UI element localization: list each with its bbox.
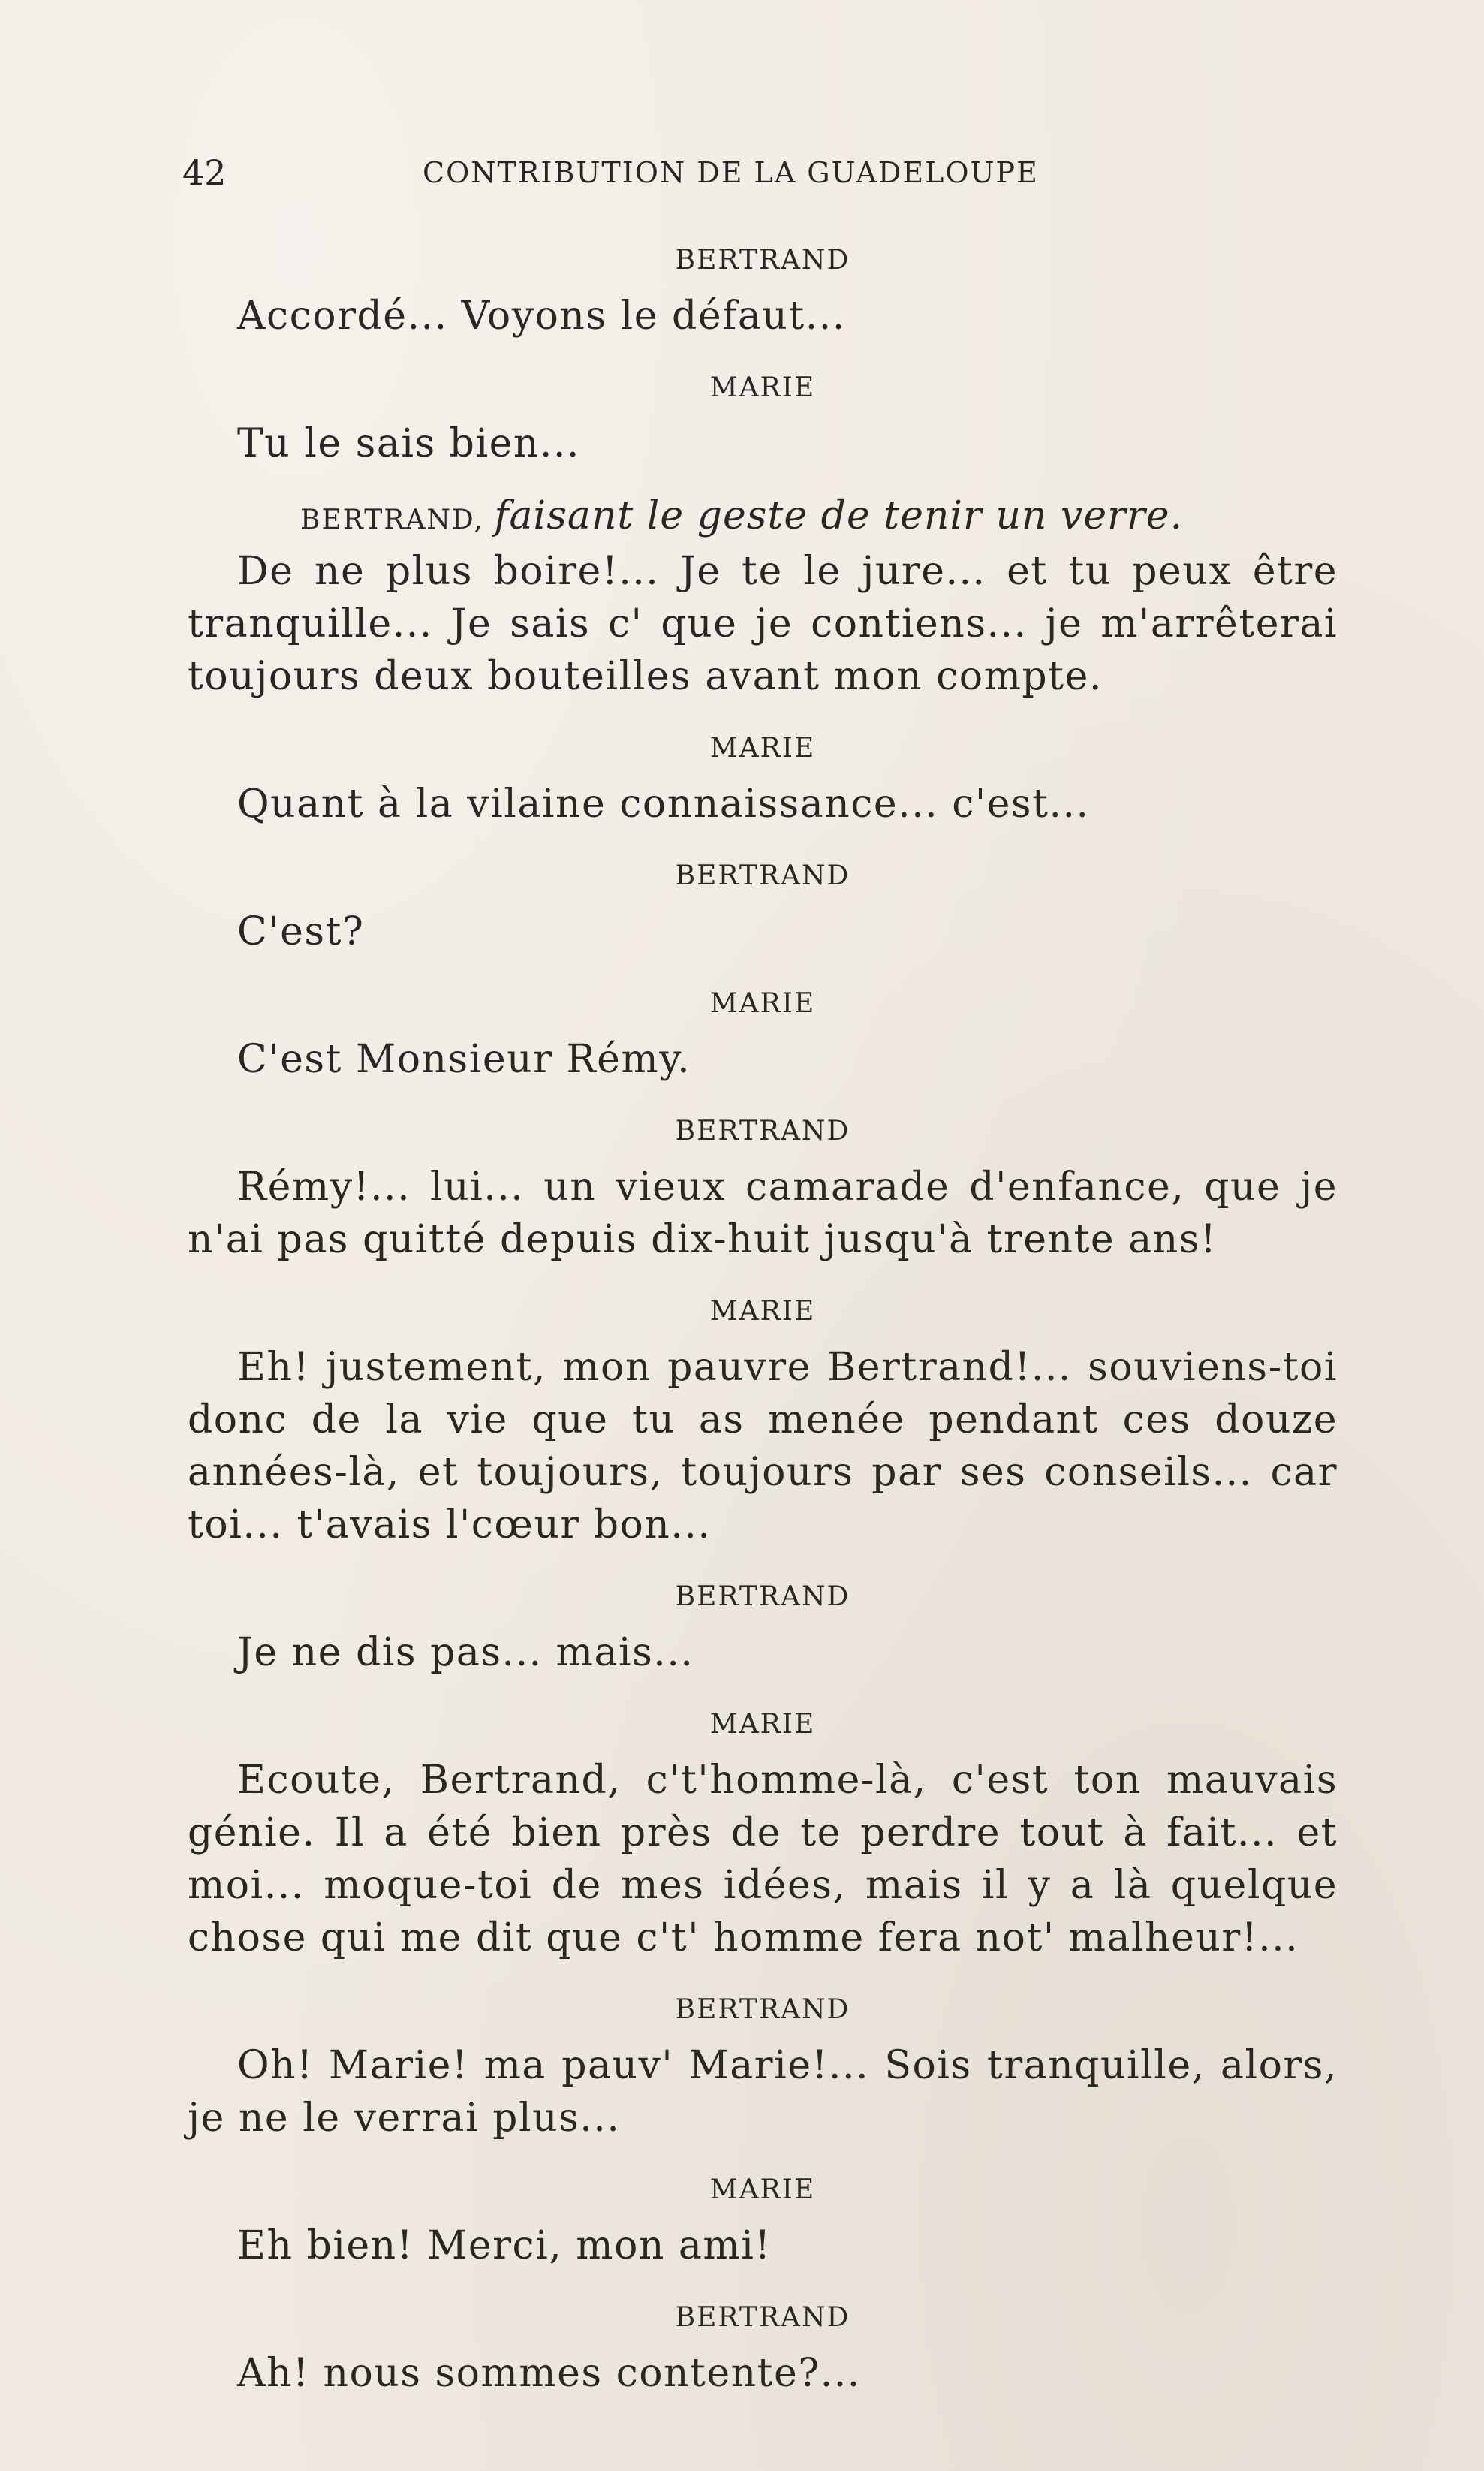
speaker-name: MARIE bbox=[709, 372, 816, 403]
speaker-name: MARIE bbox=[709, 988, 816, 1019]
speaker-name: BERTRAND bbox=[675, 1116, 850, 1147]
dialogue-line: C'est? bbox=[237, 909, 365, 954]
dialogue-block bbox=[188, 985, 1338, 1086]
dialogue-line: Ecoute, Bertrand, c't'homme-là, c'est ton mauvais génie. Il a été bien près de te perdre tout à fait... et moi... moque-toi de mes idées, mais il y a là quelque chose qui me dit que c't' homme fera not' malheur!... bbox=[188, 1758, 1338, 1960]
speaker-name: BERTRAND bbox=[675, 860, 850, 891]
dialogue-block bbox=[188, 2299, 1338, 2400]
dialogue-line: De ne plus boire!... Je te le jure... et tu peux être tranquille... Je sais c' que je contiens... je m'arrêterai toujours deux bouteilles avant mon compte. bbox=[188, 549, 1338, 699]
dialogue-line: Eh! justement, mon pauvre Bertrand!... souviens-toi donc de la vie que tu as menée pendant ces douze années-là, et toujours, toujours par ses conseils... car toi... t'avais l'cœur bon... bbox=[188, 1345, 1338, 1547]
dialogue-line: Eh bien! Merci, mon ami! bbox=[237, 2223, 772, 2268]
dialogue-block bbox=[188, 2171, 1338, 2272]
dialogue-text bbox=[188, 242, 1338, 2427]
dialogue-line: C'est Monsieur Rémy. bbox=[237, 1037, 691, 1082]
dialogue-block bbox=[188, 730, 1338, 830]
dialogue-block bbox=[188, 1293, 1338, 1551]
speaker-name: BERTRAND bbox=[675, 245, 850, 276]
dialogue-block bbox=[188, 493, 1338, 703]
speaker-with-direction bbox=[188, 493, 1338, 538]
speaker-name: MARIE bbox=[709, 1709, 816, 1740]
dialogue-line: Je ne dis pas... mais... bbox=[237, 1630, 694, 1675]
speaker-name: MARIE bbox=[709, 1296, 816, 1327]
running-head bbox=[182, 150, 1117, 195]
dialogue-line: Quant à la vilaine connaissance... c'est... bbox=[237, 782, 1090, 827]
dialogue-block bbox=[188, 369, 1338, 470]
speaker-name: BERTRAND bbox=[675, 1994, 850, 2025]
dialogue-block bbox=[188, 1578, 1338, 1679]
dialogue-line: Accordé... Voyons le défaut... bbox=[237, 294, 846, 339]
page-number: 42 bbox=[182, 152, 227, 193]
dialogue-block bbox=[188, 1991, 1338, 2144]
dialogue-line: Ah! nous sommes contente?... bbox=[237, 2351, 861, 2396]
speaker-name: MARIE bbox=[709, 2174, 816, 2205]
dialogue-line: Rémy!... lui... un vieux camarade d'enfance, que je n'ai pas quitté depuis dix-huit jusqu'à trente ans! bbox=[188, 1165, 1338, 1262]
dialogue-block bbox=[188, 1113, 1338, 1266]
speaker-name: BERTRAND, bbox=[300, 505, 484, 535]
speaker-name: BERTRAND bbox=[675, 2302, 850, 2333]
dialogue-block bbox=[188, 242, 1338, 342]
speaker-name: BERTRAND bbox=[675, 1581, 850, 1612]
speaker-name: MARIE bbox=[709, 733, 816, 764]
dialogue-block bbox=[188, 1706, 1338, 1964]
running-title: CONTRIBUTION DE LA GUADELOUPE bbox=[423, 156, 1039, 189]
dialogue-block bbox=[188, 857, 1338, 958]
stage-direction: faisant le geste de tenir un verre. bbox=[494, 493, 1184, 538]
dialogue-line: Tu le sais bien... bbox=[237, 421, 580, 466]
dialogue-line: Oh! Marie! ma pauv' Marie!... Sois tranquille, alors, je ne le verrai plus... bbox=[188, 2043, 1338, 2141]
